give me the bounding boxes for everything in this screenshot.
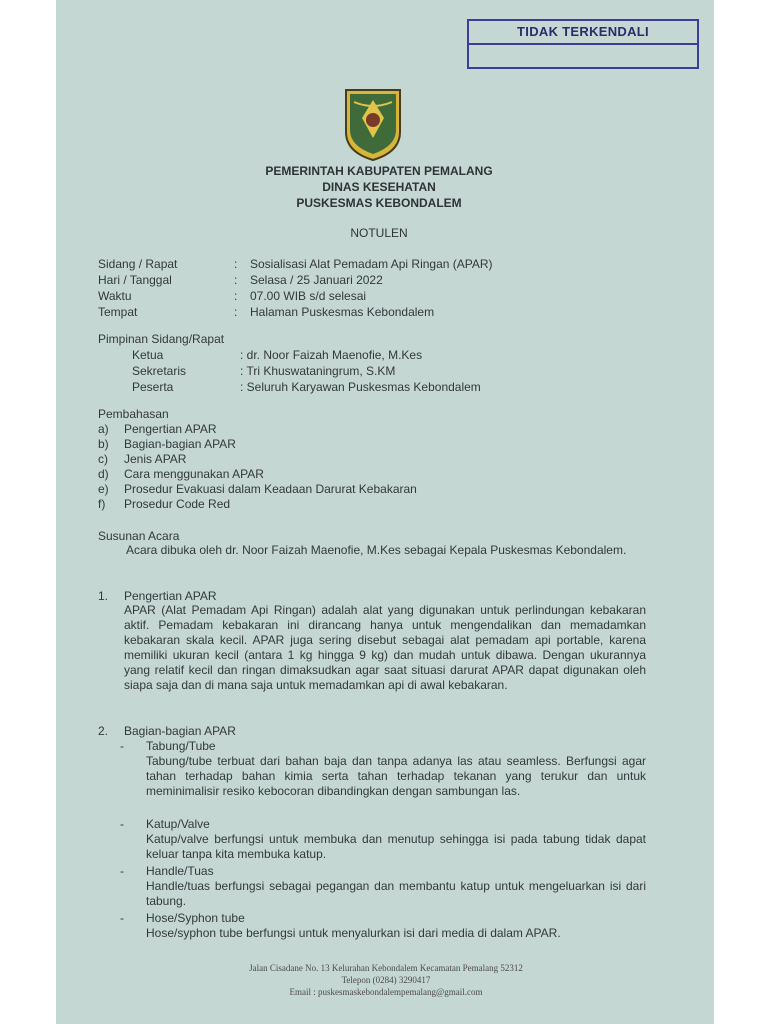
part-dash: - [120,864,124,878]
section-body: APAR (Alat Pemadam Api Ringan) adalah alat yang digunakan untuk perlindungan kebakaran aktif. Pemadam kebakaran ini dirancang hanya untuk mengendalikan dan memadamkan kebakaran skala kecil. APAR juga sering disebut sebagai alat pemadam api portable, karena memiliki ukuran kecil (antara 1 kg hingga 9 kg) dan mudah untuk dibawa. Dengan ukurannya yang relatif kecil dan ringan dimaksudkan agar saat situasi darurat APAR dapat digunakan oleh siapa saja dan di mana saja untuk memadamkan api di awal kebakaran. [124,603,646,692]
leadership-person: : Seluruh Karyawan Puskesmas Kebondalem [240,380,481,394]
list-text: Bagian-bagian APAR [124,437,236,451]
leadership-row [98,347,481,363]
list-text: Prosedur Code Red [124,497,231,511]
stamp-label: TIDAK TERKENDALI [469,21,697,45]
list-text: Pengertian APAR [124,422,217,436]
info-label: Waktu [98,289,132,303]
info-separator: : [234,305,238,319]
regency-emblem-icon [344,88,402,162]
list-marker: d) [98,467,109,481]
leadership-role: Sekretaris [132,364,187,378]
section-number: 2. [98,724,109,738]
part-dash: - [120,911,124,925]
info-row [98,288,493,304]
info-label: Sidang / Rapat [98,257,178,271]
part-description: Handle/tuas berfungsi sebagai pegangan dan membantu katup untuk mengeluarkan isi dari tabung. [146,879,646,908]
part-name: Hose/Syphon tube [146,911,245,925]
footer-phone: Telepon (0284) 3290417 [341,975,431,985]
document-title: NOTULEN [350,226,408,240]
part-name: Tabung/Tube [146,739,216,753]
part-name: Katup/Valve [146,817,210,831]
section-title: Pengertian APAR [124,589,217,603]
leadership-heading: Pimpinan Sidang/Rapat [98,332,225,346]
letter-footer [96,962,676,998]
discussion-list [98,422,417,512]
meeting-info [98,256,493,320]
list-item [98,482,417,497]
list-item [98,422,417,437]
document-page [56,0,714,1024]
letterhead-government: PEMERINTAH KABUPATEN PEMALANG [265,164,493,178]
letterhead [206,163,552,211]
info-row [98,304,493,320]
footer-email: Email : puskesmaskebondalempemalang@gmail.com [289,987,483,997]
leadership-row [98,363,481,379]
section-number: 1. [98,589,109,603]
part-dash: - [120,739,124,753]
part-description: Katup/valve berfungsi untuk membuka dan menutup sehingga isi pada tabung tidak dapat keluar tanpa kita membuka katup. [146,832,646,861]
list-text: Jenis APAR [124,452,187,466]
program-text: Acara dibuka oleh dr. Noor Faizah Maenofie, M.Kes sebagai Kepala Puskesmas Kebondalem. [126,543,627,557]
part-dash: - [120,817,124,831]
part-name: Handle/Tuas [146,864,214,878]
list-text: Cara menggunakan APAR [124,467,264,481]
info-label: Hari / Tanggal [98,273,172,287]
footer-address: Jalan Cisadane No. 13 Kelurahan Kebondalem Kecamatan Pemalang 52312 [249,963,523,973]
section-title: Bagian-bagian APAR [124,724,236,738]
list-marker: b) [98,437,109,451]
info-separator: : [234,289,238,303]
leadership-list [98,347,481,395]
list-marker: c) [98,452,108,466]
info-label: Tempat [98,305,138,319]
discussion-heading: Pembahasan [98,407,169,421]
info-row [98,272,493,288]
list-item [98,497,417,512]
list-marker: a) [98,422,109,436]
letterhead-department: DINAS KESEHATAN [322,180,436,194]
info-value: 07.00 WIB s/d selesai [250,289,367,303]
info-value: Sosialisasi Alat Pemadam Api Ringan (APAR) [250,257,493,271]
info-separator: : [234,257,238,271]
list-text: Prosedur Evakuasi dalam Keadaan Darurat Kebakaran [124,482,417,496]
leadership-row [98,379,481,395]
info-row [98,256,493,272]
leadership-role: Peserta [132,380,174,394]
leadership-role: Ketua [132,348,164,362]
list-marker: f) [98,497,106,511]
control-stamp [467,19,699,69]
list-item [98,452,417,467]
info-separator: : [234,273,238,287]
program-heading: Susunan Acara [98,529,180,543]
list-item [98,437,417,452]
info-value: Halaman Puskesmas Kebondalem [250,305,435,319]
letterhead-puskesmas: PUSKESMAS KEBONDALEM [296,196,462,210]
leadership-person: : Tri Khuswataningrum, S.KM [240,364,396,378]
list-marker: e) [98,482,109,496]
info-value: Selasa / 25 Januari 2022 [250,273,383,287]
list-item [98,467,417,482]
part-description: Hose/syphon tube berfungsi untuk menyalurkan isi dari media di dalam APAR. [146,926,561,940]
leadership-person: : dr. Noor Faizah Maenofie, M.Kes [240,348,423,362]
part-description: Tabung/tube terbuat dari bahan baja dan tanpa adanya las atau seamless. Berfungsi agar tahan terhadap bahan kimia serta tahan terhadap tekanan yang terukur dan untuk meminimalisir resiko kebocoran dibandingkan dengan sambungan las. [146,754,646,798]
